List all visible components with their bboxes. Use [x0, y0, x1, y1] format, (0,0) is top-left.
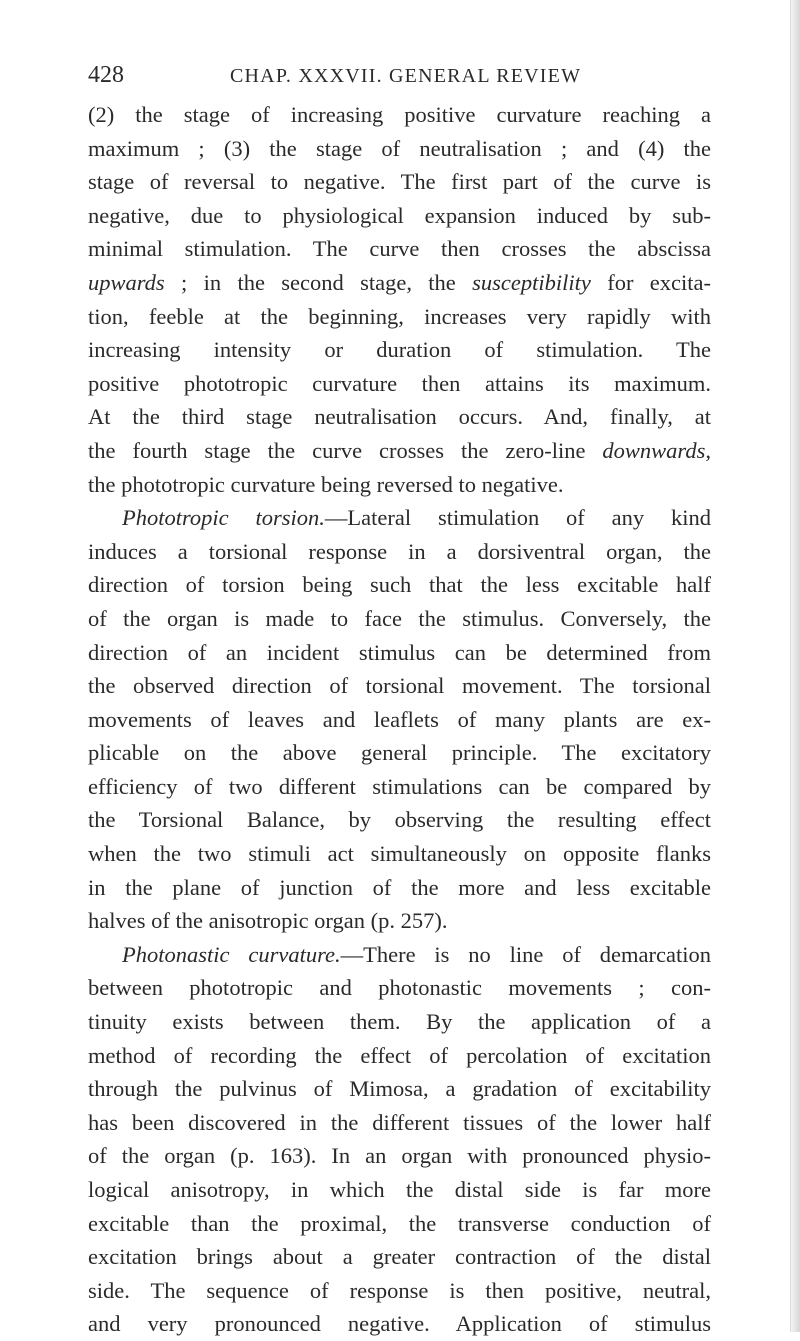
text-span: increasing intensity or duration of stimulation. The: [88, 337, 711, 363]
text-line: [88, 602, 711, 636]
text-span: and very pronounced negative. Application of stimulus: [88, 1311, 711, 1337]
text-span: plicable on the above general principle. The excitatory: [88, 740, 711, 766]
text-line: [88, 568, 711, 602]
text-span: —Lateral stimulation of any kind: [324, 505, 711, 531]
text-span: (2) the stage of increasing positive curvature reaching a: [88, 102, 711, 127]
text-line: [88, 669, 711, 703]
text-span: has been discovered in the different tissues of the lower half: [88, 1109, 711, 1135]
text-span: the phototropic curvature being reversed to negative.: [88, 471, 564, 497]
text-span: of the organ (p. 163). In an organ with pronounced physio-: [88, 1143, 711, 1169]
text-line: [88, 535, 711, 569]
body-text: [88, 98, 711, 1341]
text-line: [88, 132, 711, 166]
italic-text: upwards: [88, 269, 165, 295]
text-line: [88, 1072, 711, 1106]
text-line: [88, 837, 711, 871]
text-span: maximum ; (3) the stage of neutralisation ; and (4) the: [88, 135, 711, 161]
text-line: [88, 1173, 711, 1207]
text-span: of the organ is made to face the stimulus. Conversely, the: [88, 605, 711, 631]
text-line: [88, 468, 711, 502]
italic-text: susceptibility: [472, 269, 591, 295]
text-span: negative, due to physiological expansion induced by sub-: [88, 202, 711, 228]
page-number: 428: [88, 62, 124, 88]
text-span: minimal stimulation. The curve then crosses the abscissa: [88, 236, 711, 262]
text-span: excitation brings about a greater contraction of the distal: [88, 1244, 711, 1270]
italic-text: downwards,: [602, 437, 711, 463]
text-span: direction of torsion being such that the less excitable half: [88, 572, 711, 598]
italic-text: Photonastic curvature.: [122, 941, 341, 967]
text-line: [88, 165, 711, 199]
text-span: direction of an incident stimulus can be determined from: [88, 639, 711, 665]
text-span: side. The sequence of response is then positive, neutral,: [88, 1277, 711, 1303]
text-span: efficiency of two different stimulations can be compared by: [88, 773, 711, 799]
text-span: positive phototropic curvature then attains its maximum.: [88, 370, 711, 396]
text-line: [88, 333, 711, 367]
text-span: stage of reversal to negative. The first part of the curve is: [88, 169, 711, 195]
text-line: [88, 803, 711, 837]
text-span: At the third stage neutralisation occurs. And, finally, at: [88, 404, 711, 430]
running-head: CHAP. XXXVII. GENERAL REVIEW: [230, 65, 582, 87]
text-line: [88, 1207, 711, 1241]
text-line: [88, 1240, 711, 1274]
text-span: tion, feeble at the beginning, increases very rapidly with: [88, 303, 711, 329]
text-span: the fourth stage the curve crosses the zero-line: [88, 437, 603, 463]
text-span: movements of leaves and leaflets of many plants are ex-: [88, 706, 711, 732]
text-line: [88, 266, 711, 300]
text-line: [88, 434, 711, 468]
text-span: through the pulvinus of Mimosa, a gradation of excitability: [88, 1076, 711, 1102]
text-line: [88, 703, 711, 737]
text-line: [88, 971, 711, 1005]
text-span: excitable than the proximal, the transverse conduction of: [88, 1210, 711, 1236]
italic-text: Phototropic torsion.: [122, 505, 325, 531]
text-line: [88, 938, 711, 972]
text-line: [88, 199, 711, 233]
text-line: [88, 871, 711, 905]
text-line: [88, 770, 711, 804]
text-line: [88, 400, 711, 434]
text-line: [88, 904, 711, 938]
text-span: when the two stimuli act simultaneously on opposite flanks: [88, 841, 711, 867]
text-line: [88, 1274, 711, 1308]
text-span: method of recording the effect of percolation of excitation: [88, 1042, 711, 1068]
text-line: [88, 232, 711, 266]
text-span: the Torsional Balance, by observing the resulting effect: [88, 807, 711, 833]
text-line: [88, 1039, 711, 1073]
page-header: [88, 62, 713, 96]
text-span: the observed direction of torsional movement. The torsional: [88, 673, 711, 699]
text-line: [88, 98, 711, 132]
text-span: for excita-: [590, 269, 711, 295]
text-line: [88, 736, 711, 770]
text-line: [88, 501, 711, 535]
text-span: halves of the anisotropic organ (p. 257).: [88, 908, 448, 934]
text-line: [88, 1139, 711, 1173]
text-span: —There is no line of demarcation: [340, 941, 711, 967]
text-span: ; in the second stage, the: [164, 269, 473, 295]
text-line: [88, 1106, 711, 1140]
text-line: [88, 367, 711, 401]
text-line: [88, 636, 711, 670]
text-span: logical anisotropy, in which the distal side is far more: [88, 1177, 711, 1202]
text-span: in the plane of junction of the more and less excitable: [88, 874, 711, 900]
text-span: induces a torsional response in a dorsiventral organ, the: [88, 538, 711, 564]
page-edge: [790, 0, 800, 1332]
text-span: tinuity exists between them. By the application of a: [88, 1009, 711, 1035]
text-line: [88, 300, 711, 334]
text-line: [88, 1005, 711, 1039]
text-span: between phototropic and photonastic movements ; con-: [88, 975, 711, 1001]
text-line: [88, 1307, 711, 1341]
